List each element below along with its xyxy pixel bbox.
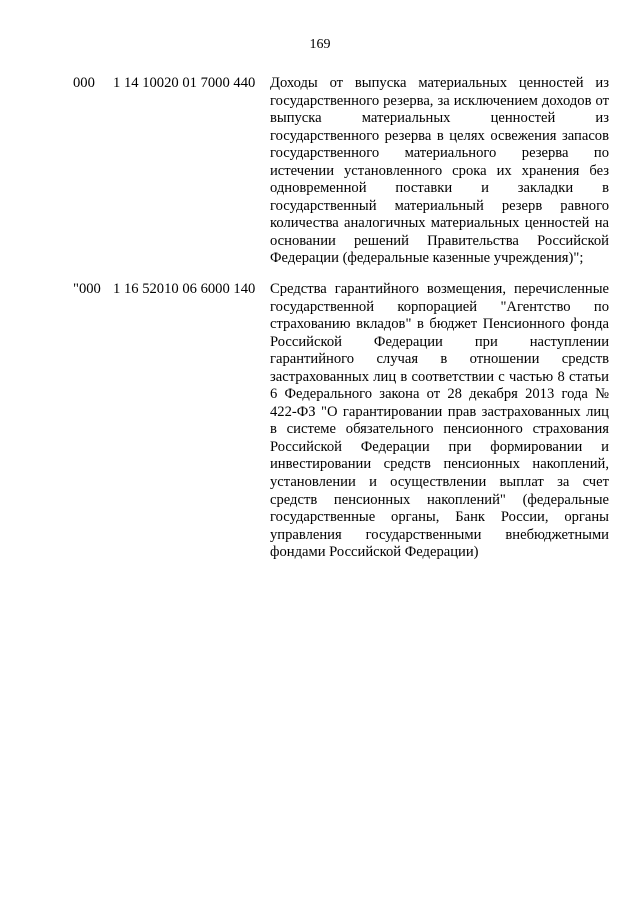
administrator-code: 000 — [73, 75, 95, 91]
revenue-description: Доходы от выпуска материальных ценностей из государственного резерва, за исключением доходов от выпуска материальных ценностей из государственного резерва в целях освежения запасов государственного материального резерва по истечении установленного срока их хранения без одновременной поставки и закладки в государственный материальный резерв равного количества аналогичных материальных ценностей на основании решений Правительства Российской Федерации (федеральные казенные учреждения)"; — [270, 75, 609, 267]
budget-classification-code: 1 16 52010 06 6000 140 — [113, 281, 256, 297]
budget-classification-code: 1 14 10020 01 7000 440 — [113, 75, 256, 91]
page-number: 169 — [309, 37, 331, 52]
revenue-description: Средства гарантийного возмещения, перечисленные государственной корпорацией "Агентство по страхованию вкладов" в бюджет Пенсионного фонда Российской Федерации при наступлении гарантийного случая в отношении средств застрахованных лиц в соответствии с частью 8 статьи 6 Федерального закона от 28 декабря 2013 года № 422-ФЗ "О гарантировании прав застрахованных лиц в системе обязательного пенсионного страхования Российской Федерации при формировании и инвестировании средств пенсионных накоплений, установлении и осуществлении выплат за счет средств пенсионных накоплений" (федеральные государственные органы, Банк России, органы управления государственными внебюджетными фондами Российской Федерации) — [270, 281, 609, 561]
administrator-code: "000 — [73, 281, 101, 297]
